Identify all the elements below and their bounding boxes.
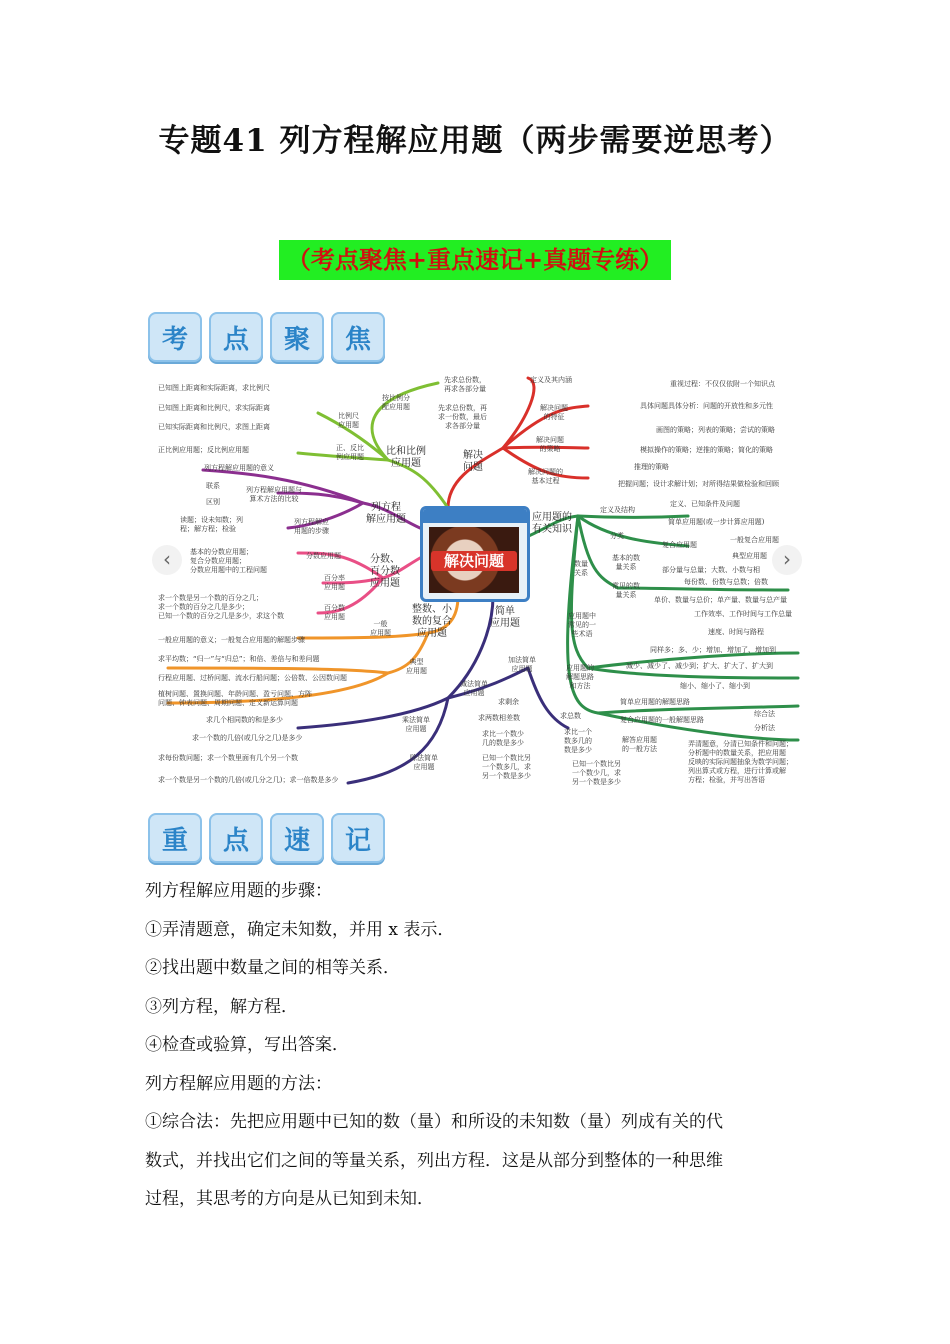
node-label: 综合法 [754, 710, 775, 718]
node-label: 读题；设未知数；列 程；解方程；检验 [180, 516, 243, 533]
node-label: 同样多；多、少；增加、增加了、增加到 [650, 646, 776, 654]
body-paragraph: ④检查或验算，写出答案． [145, 1035, 349, 1055]
node-label: 常见的数 量关系 [612, 582, 640, 599]
node-label: 求比一个数少 几的数是多少 [482, 730, 524, 747]
header-tile: 聚 [270, 312, 324, 362]
node-label: 乘法简单 应用题 [402, 716, 430, 733]
node-label: 分数应用题 [306, 552, 341, 560]
node-label: 联系 [206, 482, 220, 490]
node-label: 定义、已知条件及问题 [670, 500, 740, 508]
node-label: 已知图上距离和比例尺，求实际距离 [158, 404, 270, 412]
header-tile: 点 [209, 312, 263, 362]
node-label: 单价、数量与总价；单产量、数量与总产量 [654, 596, 787, 604]
subtitle: （考点聚焦+重点速记+真题专练） [279, 240, 671, 280]
header-tile: 记 [331, 813, 385, 863]
branch-label: 应用题的 有关知识 [532, 512, 572, 535]
node-label: 应用题中 常见的一 些术语 [568, 612, 596, 638]
node-label: 应用题的 解题思路 和方法 [566, 664, 594, 690]
branch-label: 比和比例 应用题 [386, 446, 426, 469]
branch-label: 列方程 解应用题 [366, 502, 406, 525]
node-label: 按比例分 配应用题 [382, 394, 410, 411]
node-label: 解决问题的 基本过程 [528, 468, 563, 485]
node-label: 定义及结构 [600, 506, 635, 514]
node-label: 解决问题 的特征 [540, 404, 568, 421]
header-tile: 速 [270, 813, 324, 863]
node-label: 数量 关系 [574, 560, 588, 577]
node-label: 分类 [610, 532, 624, 540]
node-label: 简单应用题(或一步计算应用题) [668, 518, 765, 526]
node-label: 除法简单 应用题 [410, 754, 438, 771]
node-label: 百分数 应用题 [324, 604, 345, 621]
body-paragraph: 过程，其思考的方向是从已知到未知． [145, 1189, 434, 1209]
node-label: 典型 应用题 [406, 658, 427, 675]
header-tile: 考 [148, 312, 202, 362]
node-label: 推理的策略 [634, 463, 669, 471]
branch-line [168, 668, 388, 673]
node-label: 缩小、缩小了、缩小到 [680, 682, 750, 690]
node-label: 求平均数；“归一”与“归总”；和倍、差倍与和差问题 [158, 655, 320, 663]
node-label: 模拟操作的策略；逆推的策略；简化的策略 [640, 446, 773, 454]
next-arrow-icon[interactable]: › [772, 545, 802, 575]
node-label: 先求总份数， 再求各部分量 [444, 376, 486, 393]
node-label: 复合应用题的一般解题思路 [620, 716, 704, 724]
header-tile: 焦 [331, 312, 385, 362]
node-label: 区别 [206, 498, 220, 506]
node-label: 行程应用题、过桥问题、流水行船问题；公倍数、公因数问题 [158, 674, 347, 682]
node-label: 简单应用题的解题思路 [620, 698, 690, 706]
body-text [145, 872, 805, 1219]
node-label: 工作效率、工作时间与工作总量 [694, 610, 792, 618]
node-label: 具体问题具体分析：问题的开放性和多元性 [640, 402, 773, 410]
body-paragraph: ①弄清题意，确定未知数，并用 x 表示． [145, 919, 455, 940]
node-label: 求剩余 [498, 698, 519, 706]
node-label: 求比一个 数多几的 数是多少 [564, 728, 592, 754]
page-title: 专题41 列方程解应用题（两步需要逆思考） [158, 123, 792, 159]
node-label: 典型应用题 [732, 552, 767, 560]
node-label: 解决问题 的策略 [536, 436, 564, 453]
node-label: 画图的策略；列表的策略；尝试的策略 [656, 426, 775, 434]
node-label: 一般应用题的意义；一般复合应用题的解题步骤 [158, 636, 305, 644]
body-paragraph: ①综合法：先把应用题中已知的数（量）和所设的未知数（量）列成有关的代 [145, 1112, 723, 1132]
node-label: 减少、减少了、减少到；扩大、扩大了、扩大到 [626, 662, 773, 670]
node-label: 分析法 [754, 724, 775, 732]
body-paragraph: 数式，并找出它们之间的等量关系，列出方程．这是从部分到整体的一种思维 [145, 1150, 723, 1171]
branch-label: 解决 问题 [463, 450, 483, 473]
mind-map [148, 368, 803, 793]
node-label: 已知一个数比另 一个数多几，求 另一个数是多少 [482, 754, 531, 780]
node-label: 已知一个数比另 一个数少几，求 另一个数是多少 [572, 760, 621, 786]
branch-line [298, 633, 428, 638]
node-label: 重视过程：不仅仅依附一个知识点 [670, 380, 775, 388]
node-label: 列方程解应用题的意义 [204, 464, 274, 472]
node-label: 比例尺 应用题 [338, 412, 359, 429]
node-label: 基本的数 量关系 [612, 554, 640, 571]
node-label: 求几个相同数的和是多少 [206, 716, 283, 724]
mind-map-center: 解决问题 [420, 506, 530, 602]
body-paragraph: ②找出题中数量之间的相等关系． [145, 958, 400, 978]
node-label: 求两数相差数 [478, 714, 520, 722]
section-header-kaodian [148, 312, 392, 362]
node-label: 定义及其内涵 [530, 376, 572, 384]
node-label: 每份数、份数与总数；倍数 [684, 578, 768, 586]
node-label: 解答应用题 的一般方法 [622, 736, 657, 753]
section-header-zhongdian [148, 813, 392, 863]
header-tile: 重 [148, 813, 202, 863]
node-label: 已知图上距离和实际距离，求比例尺 [158, 384, 270, 392]
node-label: 求一个数是另一个数的几倍(或几分之几)；求一倍数是多少 [158, 776, 339, 784]
body-paragraph: 列方程解应用题的步骤： [145, 881, 332, 901]
node-label: 一般复合应用题 [730, 536, 779, 544]
node-label: 减法简单 应用题 [460, 680, 488, 697]
node-label: 列方程解应 用题的步骤 [294, 518, 329, 535]
node-label: 基本的分数应用题； 复合分数应用题； 分数应用题中的工程问题 [190, 548, 267, 574]
branch-label: 简单 应用题 [490, 606, 520, 629]
branch-label: 分数、 百分数 应用题 [370, 554, 400, 589]
prev-arrow-icon[interactable]: ‹ [152, 545, 182, 575]
node-label: 弄清题意，分清已知条件和问题； 分析题中的数量关系，把应用题 反映的实际问题抽象为数学问题； 列出算式或方程，进行计算或解 方程；检验，并写出答语 [688, 740, 793, 784]
node-label: 一般 应用题 [370, 620, 391, 637]
node-label: 复合应用题 [662, 541, 697, 549]
node-label: 列方程解应用题与 算术方法的比较 [246, 486, 302, 503]
body-paragraph: ③列方程，解方程． [145, 996, 298, 1017]
node-label: 把握问题；设计求解计划；对所得结果做检验和回顾 [618, 480, 779, 488]
body-paragraph: 列方程解应用题的方法： [145, 1073, 332, 1094]
node-label: 加法简单 应用题 [508, 656, 536, 673]
branch-line [618, 588, 788, 590]
branch-line [503, 378, 534, 448]
node-label: 求每份数问题；求一个数里面有几个另一个数 [158, 754, 298, 762]
node-label: 正比例应用题；反比例应用题 [158, 446, 249, 454]
node-label: 百分率 应用题 [324, 574, 345, 591]
node-label: 速度、时间与路程 [708, 628, 764, 636]
node-label: 部分量与总量；大数、小数与相 [662, 566, 760, 574]
node-label: 正、反比 例应用题 [336, 444, 364, 461]
node-label: 求总数 [560, 712, 581, 720]
node-label: 先求总份数，再 求一份数，最后 求各部分量 [438, 404, 487, 430]
node-label: 已知实际距离和比例尺，求图上距离 [158, 423, 270, 431]
branch-label: 整数、小 数的复合 应用题 [412, 604, 452, 639]
header-tile: 点 [209, 813, 263, 863]
node-label: 求一个数是另一个数的百分之几； 求一个数的百分之几是多少； 已知一个数的百分之几是多少，求这个数 [158, 594, 284, 620]
node-label: 植树问题、置换问题、年龄问题、盈亏问题、方阵 问题、钟表问题、周期问题、定义新运算问题 [158, 690, 312, 707]
node-label: 求一个数的几倍(或几分之几)是多少 [192, 734, 303, 742]
